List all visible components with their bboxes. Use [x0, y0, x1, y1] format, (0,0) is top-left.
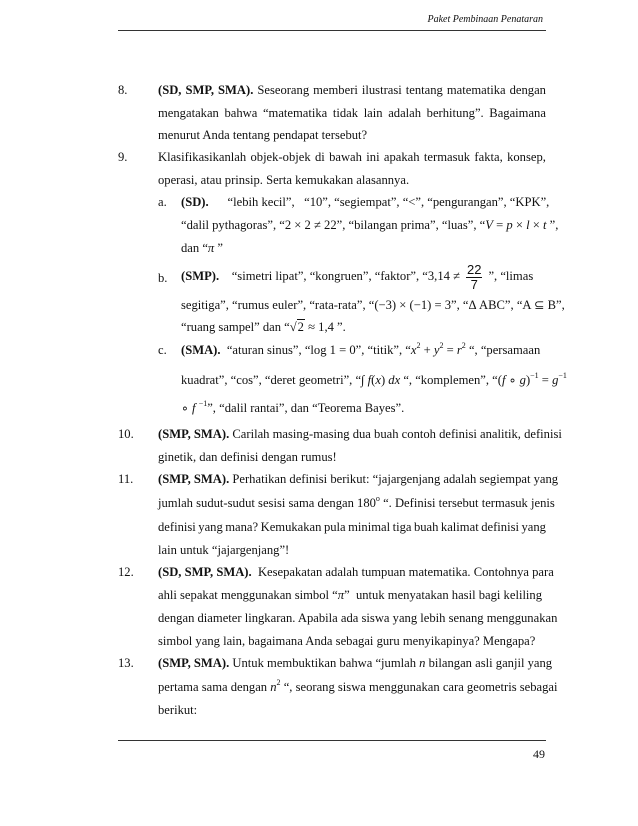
text-line: kuadrat”, “cos”, “deret geometri”, “∫ f(x) dx “, “komplemen”, “(f ∘ $g)^{-1} = g^{-1}$ — [181, 371, 567, 387]
item-number: 12. — [118, 565, 134, 579]
text-line: “dalil pythagoras”, “2 × 2 ≠ 22”, “bilangan prima”, “luas”, “V = p × l × t ”, — [181, 218, 559, 232]
sub-label: b. — [158, 271, 168, 285]
text-line: menurut Anda tentang pendapat tersebut? — [158, 128, 368, 142]
header-rule — [118, 30, 546, 31]
item-number: 13. — [118, 656, 134, 670]
sub-label: c. — [158, 343, 167, 357]
text-line: pertama sama dengan $n^2$ “, seorang siswa menggunakan cara geometris sebagai — [158, 678, 558, 694]
text-line: (SD, SMP, SMA). Seseorang memberi ilustrasi tentang matematika dengan — [158, 83, 546, 97]
text-line: (SMP). “simetri lipat”, “kongruen”, “faktor”, “3,14 ≠ $\frac{22}{7}$ ”, “limas — [181, 261, 534, 292]
text-line: (SD). “lebih kecil”, “10”, “segiempat”, “<”, “pengurangan”, “KPK”, — [181, 195, 550, 209]
text-line: mengatakan bahwa “matematika tidak lain adalah berhitung”. Bagaimana — [158, 106, 546, 120]
text-line: operasi, atau prinsip. Serta kemukakan alasannya. — [158, 173, 410, 187]
text-line: (SD, SMP, SMA). Kesepakatan adalah tumpuan matematika. Contohnya para — [158, 565, 554, 579]
item-number: 11. — [118, 472, 134, 486]
item-number: 8. — [118, 83, 128, 97]
text-line: (SMP, SMA). Untuk membuktikan bahwa “jumlah n bilangan asli ganjil yang — [158, 656, 553, 670]
text-line: Klasifikasikanlah objek-objek di bawah ini apakah termasuk fakta, konsep, — [158, 150, 546, 164]
text-line: definisi yang mana? Kemukakan pula minimal tiga buah kalimat definisi yang — [158, 520, 546, 534]
text-line: simbol yang lain, bagaimana Anda sebagai guru menyikapinya? Mengapa? — [158, 634, 536, 648]
running-header: Paket Pembinaan Penataran — [427, 14, 543, 25]
text-line: dengan diameter lingkaran. Apabila ada siswa yang lebih senang menggunakan — [158, 611, 558, 625]
text-line: jumlah sudut-sudut sesisi sama dengan 180$^o$ “. Definisi tersebut termasuk jenis — [158, 494, 555, 510]
text-line: (SMP, SMA). Perhatikan definisi berikut: “jajargenjang adalah segiempat yang — [158, 472, 559, 486]
text-line: segitiga”, “rumus euler”, “rata-rata”, “(−3) × (−1) = 3”, “Δ ABC”, “A ⊆ B”, — [181, 298, 565, 312]
fraction-22-7: $\frac{22}{7}$ — [466, 261, 482, 292]
text-line: berikut: — [158, 703, 198, 717]
text-line: dan “π ” — [181, 241, 223, 255]
text-line: lain untuk “jajargenjang”! — [158, 543, 290, 557]
sub-label: a. — [158, 195, 167, 209]
text-line: ahli sepakat menggunakan simbol “π” untuk menyatakan hasil bagi keliling — [158, 588, 543, 602]
text-line: ∘ f $^{-1}$”, “dalil rantai”, dan “Teorema Bayes”. — [181, 399, 405, 415]
text-line: “ruang sampel” dan “√2 ≈ 1,4 ”. — [181, 320, 346, 334]
footer-rule — [118, 740, 546, 741]
item-number: 10. — [118, 427, 134, 441]
text-line: ginetik, dan definisi dengan rumus! — [158, 450, 337, 464]
text-line: (SMA). “aturan sinus”, “log 1 = 0”, “titik”, “$x^2 + y^2 = r^2$ “, “persamaan — [181, 341, 541, 357]
text-line: (SMP, SMA). Carilah masing-masing dua buah contoh definisi analitik, definisi — [158, 427, 562, 441]
item-number: 9. — [118, 150, 128, 164]
page-number: 49 — [533, 747, 545, 761]
